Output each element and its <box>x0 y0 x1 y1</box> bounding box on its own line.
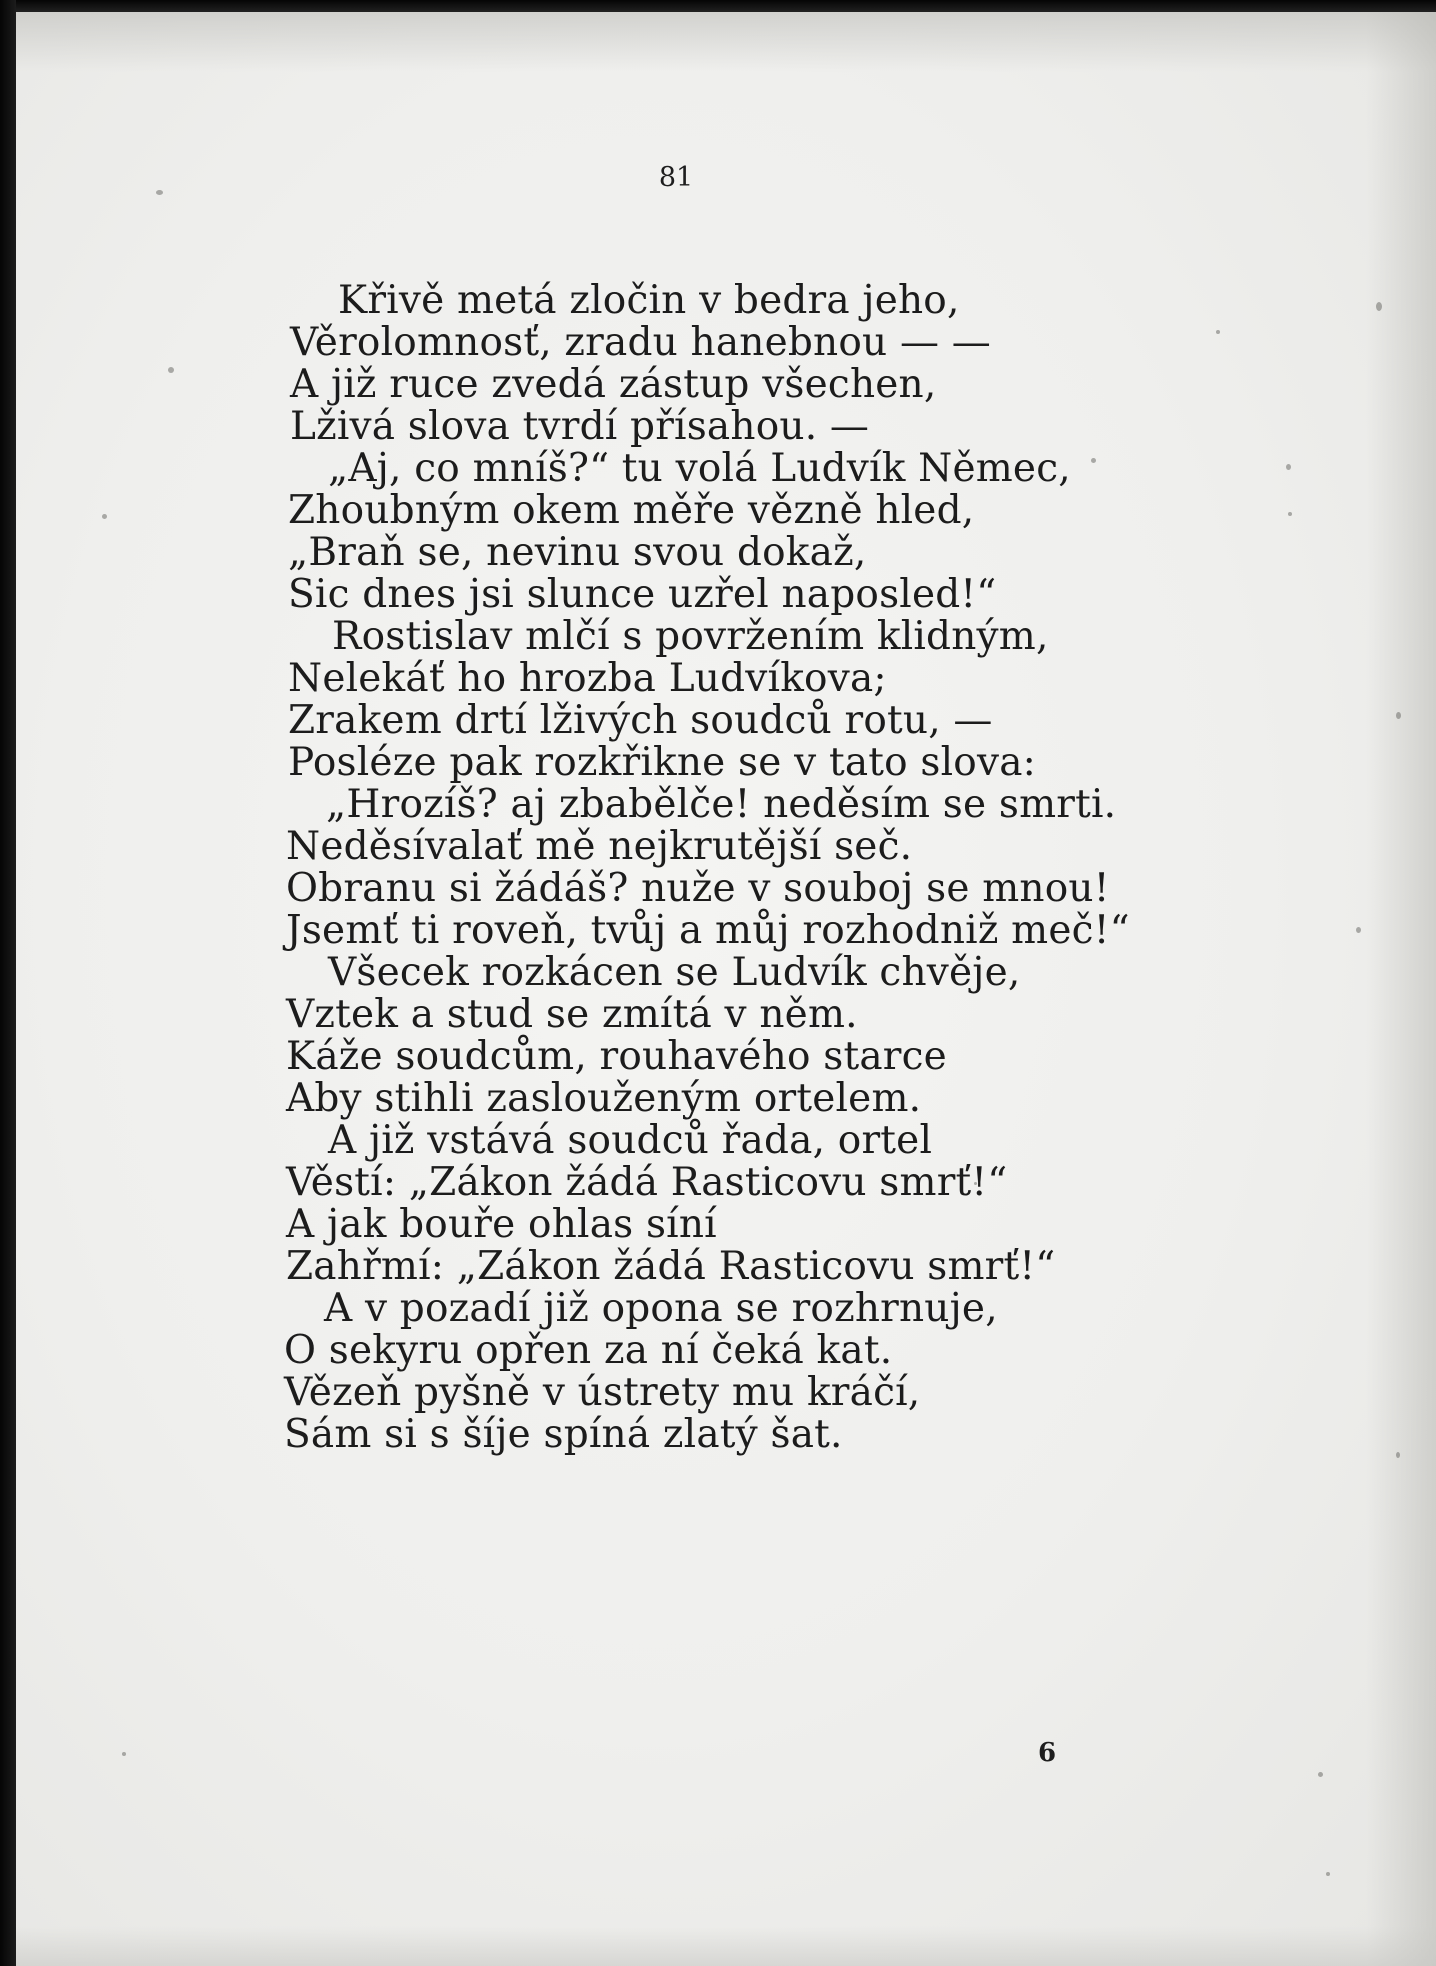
verse-line: Zahřmí: „Zákon žádá Rasticovu smrť!“ <box>286 1244 1056 1289</box>
page-shadow-top <box>16 12 1436 72</box>
verse-line: Nelekáť ho hrozba Ludvíkova; <box>288 656 887 701</box>
verse-line: Všecek rozkácen se Ludvík chvěje, <box>328 950 1021 995</box>
verse-line: Aby stihli zaslouženým ortelem. <box>286 1076 922 1121</box>
verse-line: Věstí: „Zákon žádá Rasticovu smrť!“ <box>286 1160 1008 1205</box>
verse-line: Obranu si žádáš? nuže v souboj se mnou! <box>286 866 1110 911</box>
stanza <box>16 1120 1436 1288</box>
verse-line: Křivě metá zločin v bedra jeho, <box>338 278 960 323</box>
stanza <box>16 1288 1436 1456</box>
verse-line: „Aj, co mníš?“ tu volá Ludvík Němec, <box>328 446 1071 491</box>
book-page <box>16 12 1436 1966</box>
verse-line: Káže soudcům, rouhavého starce <box>286 1034 947 1079</box>
page-number: 81 <box>658 162 694 193</box>
verse-line: Věrolomnosť, zradu hanebnou — — <box>290 320 991 365</box>
verse-line: Posléze pak rozkřikne se v tato slova: <box>288 740 1037 785</box>
signature-mark: 6 <box>1038 1738 1057 1768</box>
verse-line: Jsemť ti roveň, tvůj a můj rozhodniž meč!“ <box>286 908 1130 953</box>
verse-line: Rostislav mlčí s povržením klidným, <box>332 614 1049 659</box>
verse-line: Neděsívalať mě nejkrutější seč. <box>286 824 913 869</box>
verse-line: Lživá slova tvrdí přísahou. — <box>290 404 870 449</box>
verse-line: Sám si s šíje spíná zlatý šat. <box>284 1412 843 1457</box>
verse-line: Zhoubným okem měře vězně hled, <box>288 488 975 533</box>
stanza <box>16 280 1436 448</box>
verse-line: Sic dnes jsi slunce uzřel naposled!“ <box>288 572 997 617</box>
verse-line: A jak bouře ohlas síní <box>286 1202 717 1247</box>
verse-line: Vztek a stud se zmítá v něm. <box>286 992 858 1037</box>
verse-line: A v pozadí již opona se rozhrnuje, <box>324 1286 998 1331</box>
verse-line: „Braň se, nevinu svou dokaž, <box>288 530 867 575</box>
verse-line: Vězeň pyšně v ústrety mu kráčí, <box>284 1370 921 1415</box>
verse-line: A již vstává soudců řada, ortel <box>328 1118 933 1163</box>
paper-speck <box>1318 1772 1323 1777</box>
poem-text <box>16 280 1436 1456</box>
verse-line: Zrakem drtí lživých soudců rotu, — <box>288 698 993 743</box>
scan-border-left <box>0 0 16 1966</box>
stanza <box>16 784 1436 952</box>
verse-line: „Hrozíš? aj zbabělče! neděsím se smrti. <box>326 782 1117 827</box>
paper-speck <box>1326 1872 1330 1876</box>
verse-line: A již ruce zvedá zástup všechen, <box>290 362 937 407</box>
page-shadow-bottom <box>16 1926 1436 1966</box>
paper-speck <box>156 190 163 195</box>
paper-speck <box>122 1752 126 1756</box>
stanza <box>16 952 1436 1120</box>
stanza <box>16 448 1436 616</box>
verse-line: O sekyru opřen za ní čeká kat. <box>284 1328 893 1373</box>
stanza <box>16 616 1436 784</box>
